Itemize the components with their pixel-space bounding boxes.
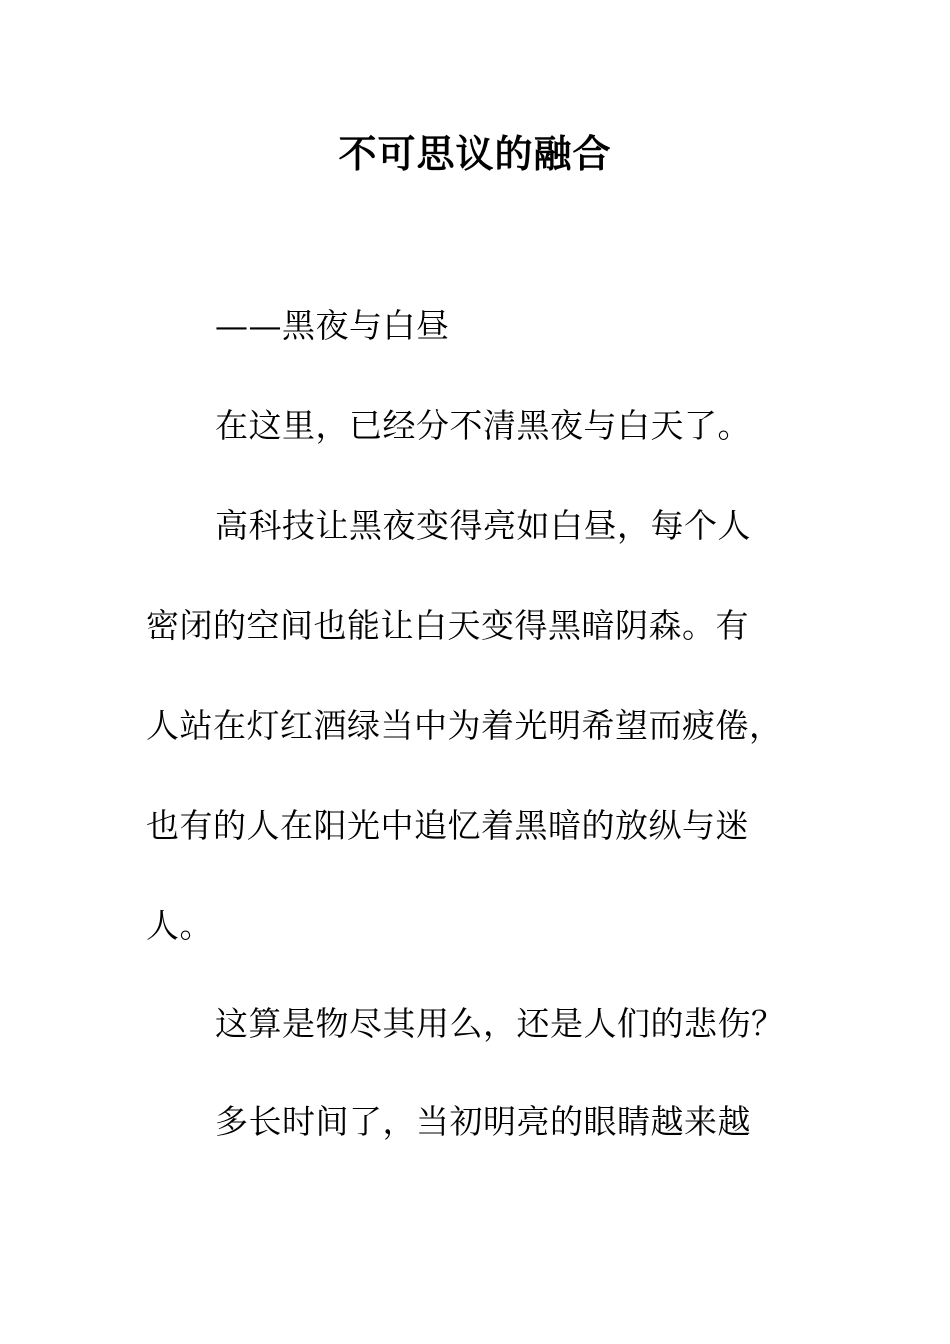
- paragraph-line: 多长时间了，当初明亮的眼睛越来越: [215, 1102, 751, 1141]
- paragraph-line: 这算是物尽其用么，还是人们的悲伤？: [215, 1004, 785, 1043]
- paragraph-line: 在这里，已经分不清黑夜与白天了。: [215, 406, 751, 445]
- document-title: 不可思议的融合: [338, 132, 612, 176]
- paragraph-line: 人。: [146, 906, 213, 945]
- paragraph-line: 高科技让黑夜变得亮如白昼，每个人: [215, 506, 751, 545]
- subtitle-line: ——黑夜与白昼: [215, 306, 450, 345]
- paragraph-line: 密闭的空间也能让白天变得黑暗阴森。有: [146, 606, 749, 645]
- paragraph-line: 人站在灯红酒绿当中为着光明希望而疲倦，: [146, 706, 783, 745]
- paragraph-line: 也有的人在阳光中追忆着黑暗的放纵与迷: [146, 806, 749, 845]
